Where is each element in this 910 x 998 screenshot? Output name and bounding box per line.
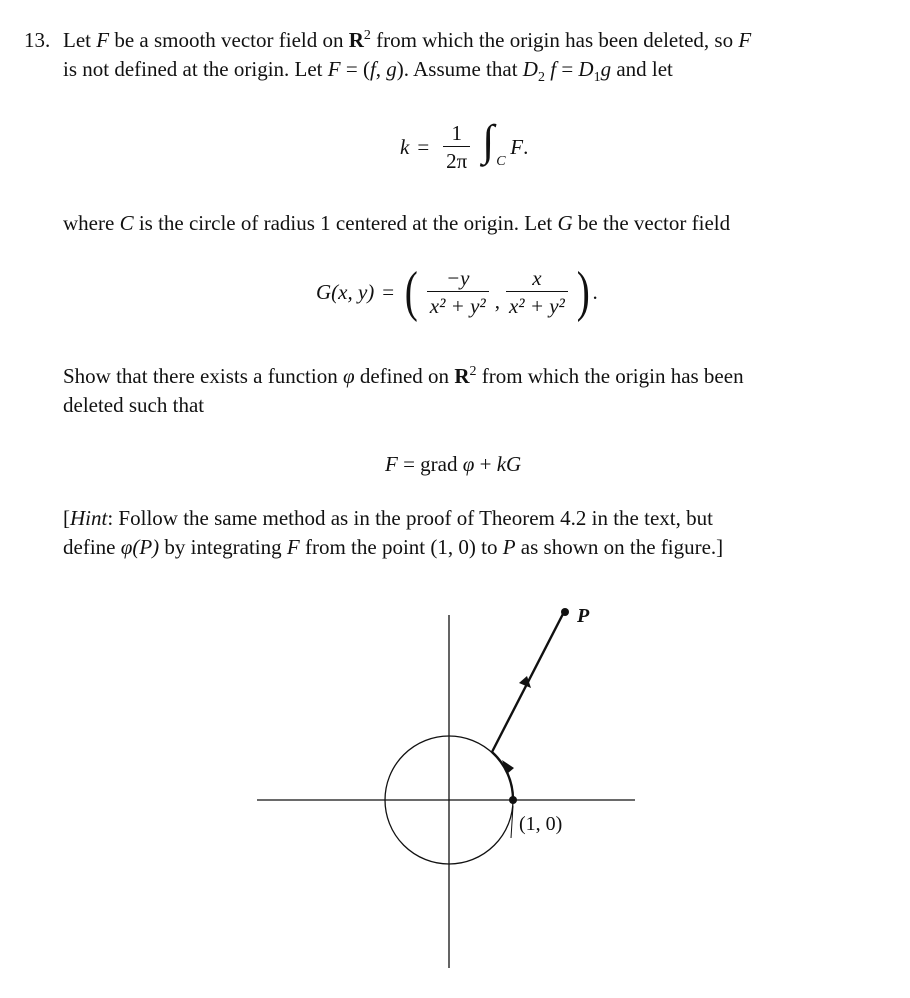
text-span: deleted such that — [63, 393, 205, 417]
var-f: f — [544, 57, 557, 81]
text-span: where — [63, 211, 120, 235]
text-span: ). Assume that — [396, 57, 523, 81]
integral-subscript: C — [496, 154, 506, 169]
var-F: F — [738, 28, 752, 52]
numerator: −y — [446, 266, 470, 290]
comma: , — [494, 289, 500, 313]
arc-path — [492, 752, 513, 800]
integral-sign-icon: ∫ — [482, 116, 495, 165]
text-span: from which the origin has been — [476, 364, 744, 388]
text-span: Let — [63, 28, 97, 52]
var-F: F — [327, 57, 341, 81]
text-span: from the point (1, 0) to — [299, 535, 503, 559]
text-span: as shown on the figure.] — [515, 535, 724, 559]
hint-label: Hint — [70, 506, 108, 530]
var-phi: φ — [342, 364, 355, 388]
start-point — [509, 796, 517, 804]
text-span: , — [375, 57, 387, 81]
text-span: define — [63, 535, 121, 559]
text-span: = — [556, 57, 579, 81]
text-span: is not defined at the origin. Let — [63, 57, 328, 81]
bracket: [ — [63, 506, 70, 530]
text-span: and let — [611, 57, 673, 81]
var-D: D — [578, 57, 594, 81]
reals-symbol: R — [348, 28, 364, 52]
superscript: 2 — [363, 28, 371, 43]
denominator: x² + y² — [427, 291, 489, 317]
var-f: f — [369, 57, 376, 81]
denominator: x² + y² — [506, 291, 568, 317]
left-paren: ( — [404, 261, 418, 323]
var-C: C — [119, 211, 134, 235]
right-paren: ) — [576, 261, 590, 323]
text-span: : Follow the same method as in the proof of Theorem 4.2 in the text, but — [107, 506, 713, 530]
var-D: D — [522, 57, 538, 81]
point-P-label: P — [577, 605, 590, 627]
text-span: be a smooth vector field on — [109, 28, 349, 52]
text-span: be the vector field — [572, 211, 731, 235]
var-F: F — [96, 28, 110, 52]
text-span: = grad — [397, 452, 463, 476]
var-G: G — [557, 211, 573, 235]
subscript: 1 — [593, 70, 601, 86]
text-span: from which the origin has been deleted, so — [370, 28, 739, 52]
superscript: 2 — [469, 364, 477, 379]
start-point-label: (1, 0) — [519, 813, 563, 835]
equals-sign: = — [382, 279, 395, 304]
equals-sign: = — [417, 134, 430, 159]
var-F: F — [510, 134, 524, 159]
subscript: 2 — [537, 70, 545, 86]
denominator: 2π — [443, 146, 470, 172]
text-span: Show that there exists a function — [63, 364, 343, 388]
var-g: g — [386, 57, 397, 81]
reals-symbol: R — [454, 364, 470, 388]
var-k: k — [400, 134, 410, 159]
numerator: x — [532, 266, 542, 290]
period: . — [592, 279, 598, 304]
var-phi: φ — [462, 452, 475, 476]
var-g: g — [600, 57, 612, 81]
period: . — [523, 134, 529, 159]
text-span: = ( — [340, 57, 370, 81]
var-F: F — [286, 535, 300, 559]
var-P: P — [502, 535, 516, 559]
G-of-xy: G(x, y) — [316, 279, 375, 304]
problem-number: 13. — [24, 28, 51, 52]
var-F: F — [385, 452, 398, 476]
text-span: by integrating — [159, 535, 287, 559]
var-phiP: φ(P) — [120, 535, 160, 559]
point-P — [561, 608, 569, 616]
text-span: is the circle of radius 1 centered at the origin. Let — [133, 211, 558, 235]
text-span: + — [474, 452, 497, 476]
var-kG: kG — [496, 452, 522, 476]
text-span: defined on — [354, 364, 455, 388]
numerator: 1 — [451, 121, 462, 145]
